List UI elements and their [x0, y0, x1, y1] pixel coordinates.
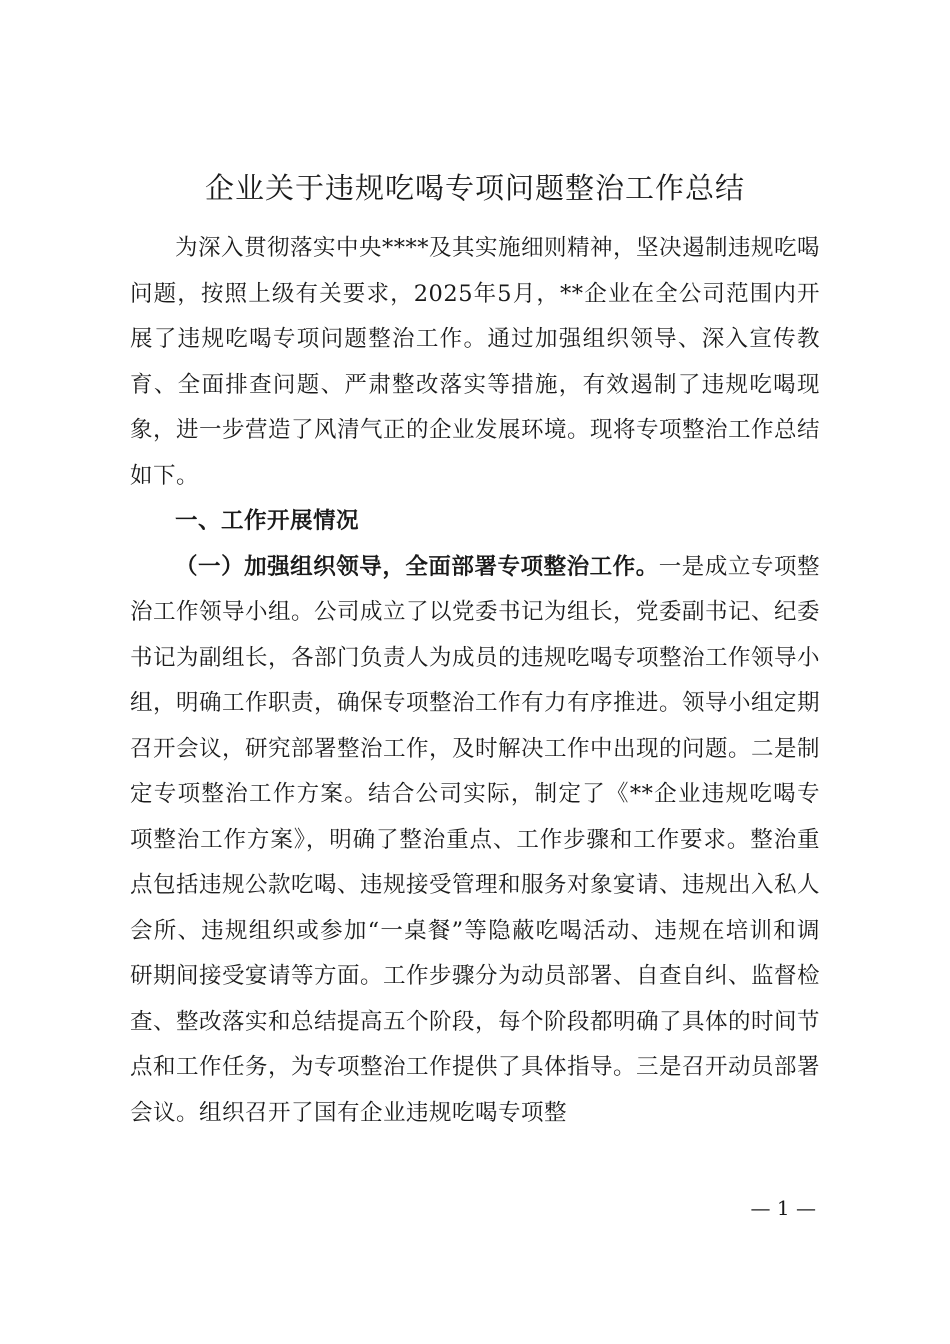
- document-body: [130, 226, 820, 1136]
- document-title: 企业关于违规吃喝专项问题整治工作总结: [204, 171, 745, 205]
- subsection-paragraph: [130, 545, 820, 1137]
- section-heading: 一、工作开展情况: [175, 508, 360, 534]
- page-number: — 1 —: [750, 1196, 816, 1220]
- subsection-heading: （一）加强组织领导，全面部署专项整治工作。: [175, 553, 659, 580]
- subsection-body: 一是成立专项整治工作领导小组。公司成立了以党委书记为组长，党委副书记、纪委书记为副组长，各部门负责人为成员的违规吃喝专项整治工作领导小组，明确工作职责，确保专项整治工作有力有序推进。领导小组定期召开会议，研究部署整治工作，及时解决工作中出现的问题。二是制定专项整治工作方案。结合公司实际，制定了《**企业违规吃喝专项整治工作方案》，明确了整治重点、工作步骤和工作要求。整治重点包括违规公款吃喝、违规接受管理和服务对象宴请、违规出入私人会所、违规组织或参加“一桌餐”等隐蔽吃喝活动、违规在培训和调研期间接受宴请等方面。工作步骤分为动员部署、自查自纠、监督检查、整改落实和总结提高五个阶段，每个阶段都明确了具体的时间节点和工作任务，为专项整治工作提供了具体指导。三是召开动员部署会议。组织召开了国有企业违规吃喝专项整: [130, 553, 821, 1126]
- intro-paragraph: 为深入贯彻落实中央****及其实施细则精神，坚决遏制违规吃喝问题，按照上级有关要求，2025年5月，**企业在全公司范围内开展了违规吃喝专项问题整治工作。通过加强组织领导、深入宣传教育、全面排查问题、严肃整改落实等措施，有效遏制了违规吃喝现象，进一步营造了风清气正的企业发展环境。现将专项整治工作总结如下。: [130, 235, 821, 489]
